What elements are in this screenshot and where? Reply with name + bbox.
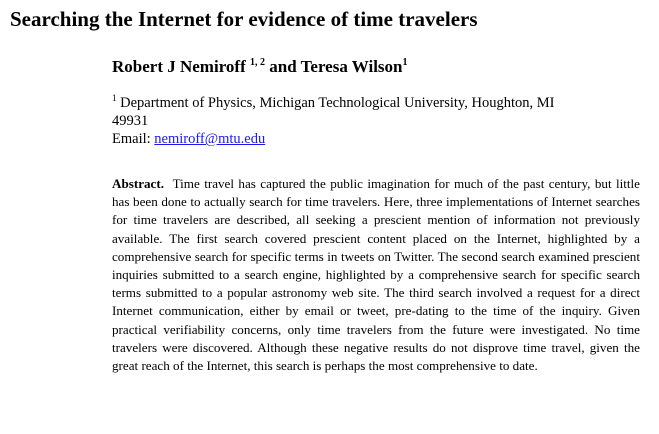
paper-title: Searching the Internet for evidence of time travelers [10, 7, 478, 31]
author-affiliation-marker: 1 [402, 57, 408, 68]
email-link[interactable]: nemiroff@mtu.edu [154, 131, 266, 147]
abstract-text: Time travel has captured the public imagination for much of the past century, but little has been done to actually search for time travelers. Here, three implementations of Internet searches for time travelers are described, all seeking a prescient mention of information not previously available. The first search covered prescient content placed on the Internet, highlighted by a comprehensive search for specific terms in tweets on Twitter. The second search examined prescient inquiries submitted to a search engine, highlighted by a comprehensive search for specific search terms submitted to a popular astronomy web site. The third search involved a request for a direct Internet communication, either by email or tweet, pre-dating to the time of the inquiry. Given practical verifiability concerns, only time travelers from the future were investigated. No time travelers were discovered. Although these negative results do not disprove time travel, given the great reach of the Internet, this search is perhaps the most comprehensive to date. [112, 176, 640, 374]
author-separator: and [265, 57, 301, 76]
affiliation-block [112, 94, 632, 148]
author-list [112, 56, 408, 78]
email-label: Email: [112, 131, 151, 147]
affiliation-text: Department of Physics, Michigan Technological University, Houghton, MI [120, 95, 555, 111]
affiliation-marker: 1 [112, 93, 117, 103]
author-affiliation-marker: 1, 2 [250, 57, 266, 68]
email-line [112, 130, 632, 148]
author-name: Teresa Wilson [300, 57, 403, 76]
author-name: Robert J Nemiroff [112, 57, 246, 76]
affiliation-line [112, 94, 632, 112]
abstract [112, 175, 640, 375]
abstract-label: Abstract. [112, 176, 164, 191]
affiliation-postal-code: 49931 [112, 113, 149, 129]
